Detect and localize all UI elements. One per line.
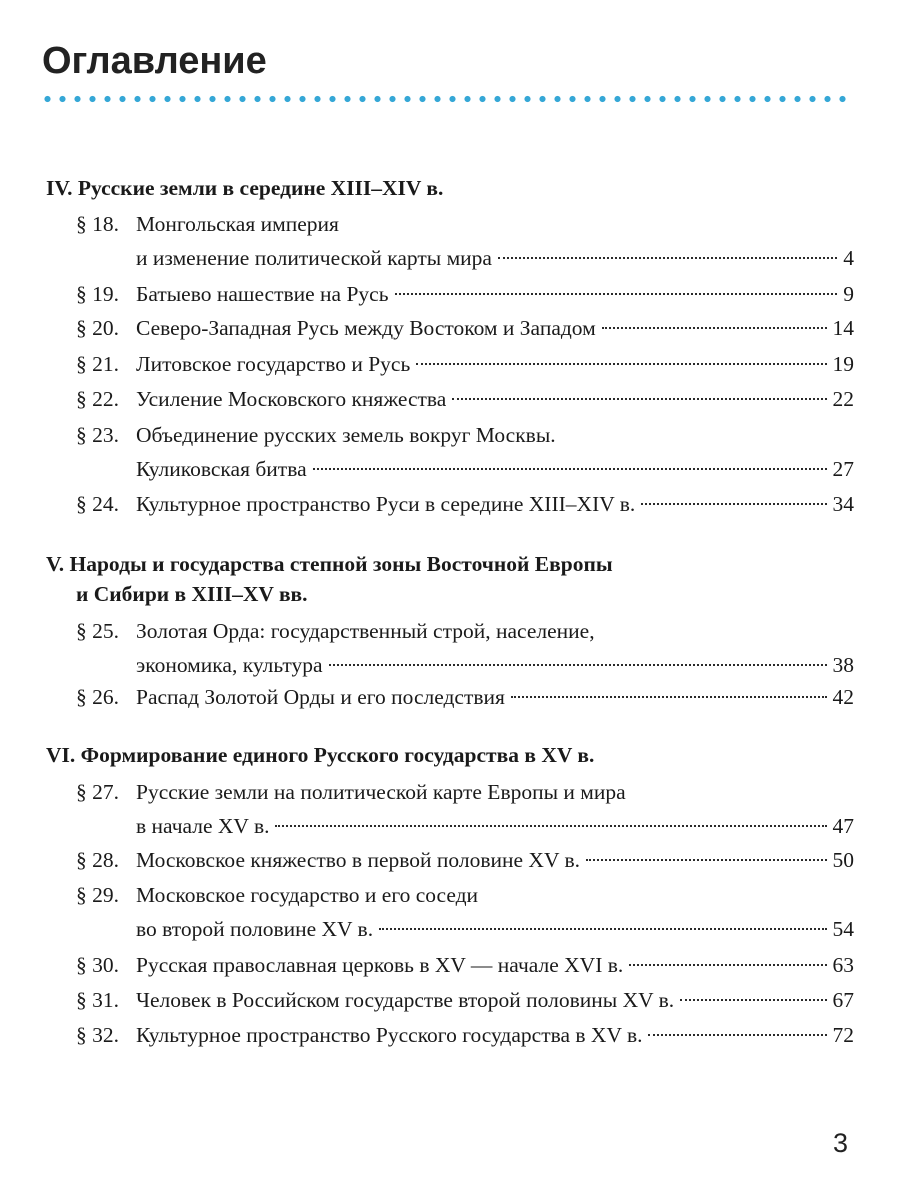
- dot-leader: [329, 664, 827, 666]
- entry-title: Культурное пространство Русского государства в XV в.: [136, 1023, 643, 1047]
- entry-page: 22: [832, 387, 854, 411]
- toc-entry-18[interactable]: [76, 209, 854, 277]
- dot-leader: [275, 825, 826, 827]
- entry-title: Объединение русских земель вокруг Москвы.: [136, 423, 556, 447]
- dot-leader: [680, 999, 826, 1001]
- entry-number: § 28.: [76, 848, 119, 872]
- dot-leader: [416, 363, 826, 365]
- section-heading-vi: VI. Формирование единого Русского государства в XV в.: [46, 743, 595, 767]
- entry-title: Монгольская империя: [136, 212, 339, 236]
- entry-page: 9: [843, 282, 854, 306]
- toc-entry-28[interactable]: [76, 845, 854, 879]
- entry-page: 42: [832, 685, 854, 709]
- entry-page: 47: [832, 814, 854, 838]
- entry-page: 63: [832, 953, 854, 977]
- entry-number: § 19.: [76, 282, 119, 306]
- entry-page: 19: [832, 352, 854, 376]
- entry-number: § 27.: [76, 780, 119, 804]
- toc-entry-22[interactable]: [76, 384, 854, 418]
- entry-number: § 20.: [76, 316, 119, 340]
- dot-leader: [511, 696, 827, 698]
- entry-title: Усиление Московского княжества: [136, 387, 447, 411]
- entry-number: § 32.: [76, 1023, 119, 1047]
- entry-number: § 23.: [76, 423, 119, 447]
- entry-title-continued: Куликовская битва: [136, 457, 307, 481]
- toc-entry-31[interactable]: [76, 985, 854, 1019]
- entry-title-continued: в начале XV в.: [136, 814, 270, 838]
- entry-number: § 29.: [76, 883, 119, 907]
- dot-leader: [641, 503, 826, 505]
- entry-page: 72: [832, 1023, 854, 1047]
- toc-entry-26[interactable]: [76, 682, 854, 716]
- entry-page: 34: [832, 492, 854, 516]
- dot-leader: [648, 1034, 826, 1036]
- entry-number: § 30.: [76, 953, 119, 977]
- entry-page: 4: [843, 246, 854, 270]
- entry-number: § 22.: [76, 387, 119, 411]
- entry-title: Батыево нашествие на Русь: [136, 282, 389, 306]
- entry-title: Московское княжество в первой половине XV в.: [136, 848, 580, 872]
- entry-title: Русская православная церковь в XV — начале XVI в.: [136, 953, 624, 977]
- toc-entry-27[interactable]: [76, 777, 854, 845]
- entry-page: 38: [832, 653, 854, 677]
- entry-page: 50: [832, 848, 854, 872]
- toc-entry-19[interactable]: [76, 279, 854, 313]
- entry-title: Культурное пространство Руси в середине XIII–XIV в.: [136, 492, 636, 516]
- entry-page: 67: [832, 988, 854, 1012]
- entry-number: § 31.: [76, 988, 119, 1012]
- toc-entry-29[interactable]: [76, 880, 854, 948]
- dot-leader: [313, 468, 827, 470]
- entry-title-continued: и изменение политической карты мира: [136, 246, 492, 270]
- entry-page: 54: [832, 917, 854, 941]
- entry-title: Золотая Орда: государственный строй, население,: [136, 619, 595, 643]
- entry-page: 14: [832, 316, 854, 340]
- dot-leader: [452, 398, 826, 400]
- entry-number: § 25.: [76, 619, 119, 643]
- dot-leader: [498, 257, 837, 259]
- entry-page: 27: [832, 457, 854, 481]
- entry-title: Русские земли на политической карте Европы и мира: [136, 780, 626, 804]
- section-heading-v-continued: и Сибири в XIII–XV вв.: [76, 582, 308, 606]
- entry-title: Распад Золотой Орды и его последствия: [136, 685, 505, 709]
- toc-entry-25[interactable]: [76, 616, 854, 684]
- toc-entry-23[interactable]: [76, 420, 854, 488]
- entry-title: Человек в Российском государстве второй половины XV в.: [136, 988, 675, 1012]
- page-title: Оглавление: [42, 40, 267, 82]
- entry-number: § 24.: [76, 492, 119, 516]
- toc-entry-24[interactable]: [76, 489, 854, 523]
- entry-title-continued: во второй половине XV в.: [136, 917, 374, 941]
- section-heading-v: V. Народы и государства степной зоны Восточной Европы: [46, 552, 613, 576]
- toc-entry-21[interactable]: [76, 349, 854, 383]
- entry-number: § 26.: [76, 685, 119, 709]
- entry-number: § 18.: [76, 212, 119, 236]
- entry-title: Литовское государство и Русь: [136, 352, 411, 376]
- toc-entry-32[interactable]: [76, 1020, 854, 1054]
- toc-entry-20[interactable]: [76, 313, 854, 347]
- dot-leader: [629, 964, 826, 966]
- dot-leader: [379, 928, 826, 930]
- dot-leader: [602, 327, 827, 329]
- entry-title: Московское государство и его соседи: [136, 883, 479, 907]
- entry-title-continued: экономика, культура: [136, 653, 323, 677]
- page-number: 3: [833, 1128, 849, 1158]
- entry-number: § 21.: [76, 352, 119, 376]
- section-heading-iv: IV. Русские земли в середине XIII–XIV в.: [46, 176, 444, 200]
- dot-leader: [395, 293, 838, 295]
- toc-entry-30[interactable]: [76, 950, 854, 984]
- dot-leader: [586, 859, 827, 861]
- entry-title: Северо-Западная Русь между Востоком и Западом: [136, 316, 596, 340]
